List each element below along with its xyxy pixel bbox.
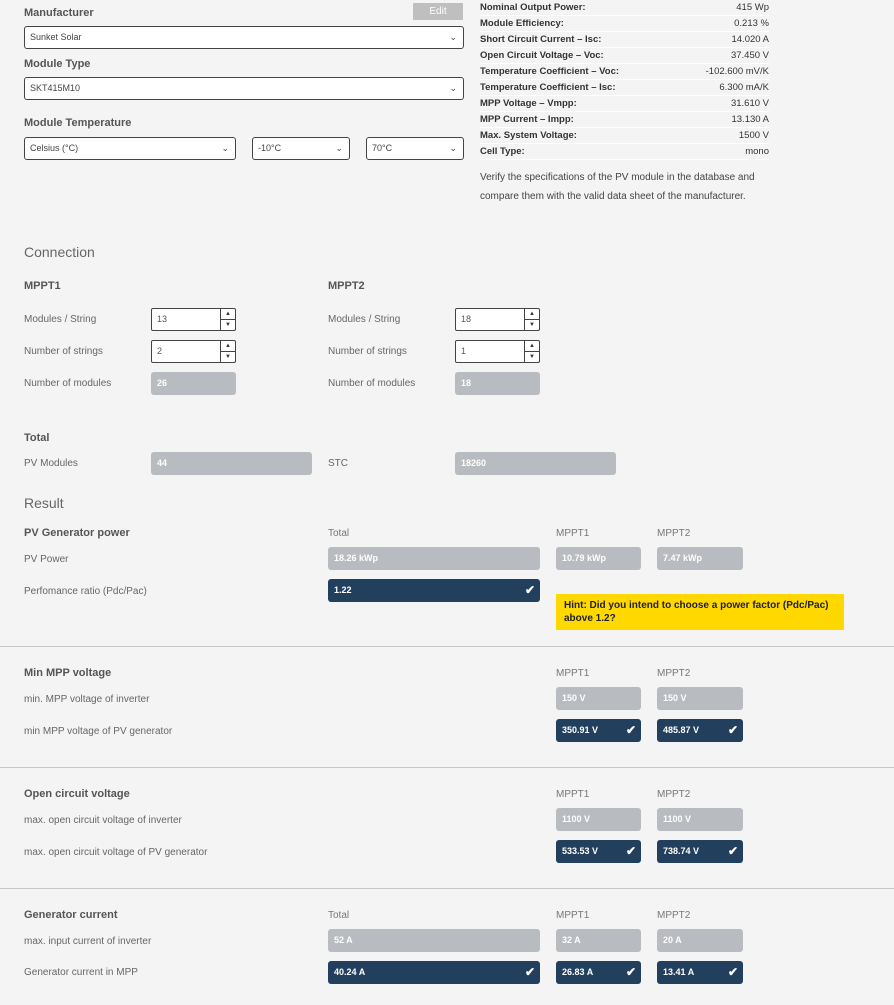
ocv-generator-label: max. open circuit voltage of PV generator — [24, 847, 208, 858]
performance-ratio-value — [328, 579, 540, 602]
temperature-min-value: -10°C — [258, 143, 282, 153]
module-type-select[interactable] — [24, 77, 464, 100]
col-mppt2: MPPT2 — [657, 668, 691, 679]
pv-power-mppt2: 7.47 kWp — [657, 547, 743, 570]
value-text: 738.74 V — [663, 846, 700, 856]
pv-modules-total: 44 — [151, 452, 312, 475]
chevron-down-icon: ⌄ — [335, 143, 343, 153]
spec-key: Module Efficiency: — [480, 18, 564, 29]
connection-title: Connection — [24, 244, 95, 260]
value-text: 533.53 V — [562, 846, 599, 856]
ocv-generator-mppt1 — [556, 840, 641, 863]
divider — [0, 767, 894, 768]
value-text: 40.24 A — [334, 967, 366, 977]
performance-ratio-label: Perfomance ratio (Pdc/Pac) — [24, 586, 147, 597]
mppt1-strings-label: Number of strings — [24, 346, 103, 357]
mppt2-module-count: 18 — [455, 372, 540, 395]
ocv-title: Open circuit voltage — [24, 788, 130, 800]
spec-row — [480, 96, 769, 112]
check-icon: ✔ — [625, 965, 636, 979]
module-type-value: SKT415M10 — [30, 83, 81, 93]
chevron-down-icon: ⌄ — [449, 83, 457, 93]
current-inverter-label: max. input current of inverter — [24, 936, 152, 947]
spec-row — [480, 32, 769, 48]
spec-key: Cell Type: — [480, 146, 525, 157]
value-text: 13.41 A — [663, 967, 695, 977]
spec-row — [480, 112, 769, 128]
pv-power-total: 18.26 kWp — [328, 547, 540, 570]
manufacturer-label: Manufacturer — [24, 7, 94, 19]
stepper-up-icon[interactable]: ▲ — [525, 341, 539, 352]
mppt1-title: MPPT1 — [24, 280, 61, 292]
pv-power-mppt1: 10.79 kWp — [556, 547, 641, 570]
mppt2-strings-label: Number of strings — [328, 346, 407, 357]
value-text: 26.83 A — [562, 967, 594, 977]
pv-power-label: PV Power — [24, 554, 69, 565]
mppt1-strings-value: 2 — [157, 346, 163, 356]
temperature-min-select[interactable] — [252, 137, 350, 160]
spec-value: 0.213 % — [734, 18, 769, 29]
hint-box: Hint: Did you intend to choose a power factor (Pdc/Pac) above 1.2? — [556, 594, 844, 630]
module-temperature-label: Module Temperature — [24, 117, 132, 129]
temperature-max-select[interactable] — [366, 137, 464, 160]
manufacturer-value: Sunket Solar — [30, 32, 82, 42]
current-inverter-mppt2: 20 A — [657, 929, 743, 952]
divider — [0, 888, 894, 889]
col-mppt1: MPPT1 — [556, 789, 590, 800]
spec-row — [480, 48, 769, 64]
chevron-down-icon: ⌄ — [449, 32, 457, 42]
col-total: Total — [328, 528, 350, 539]
value-text: 485.87 V — [663, 725, 700, 735]
current-inverter-total: 52 A — [328, 929, 540, 952]
verify-note: Verify the specifications of the PV module in the database and compare them with the valid data sheet of the manufacturer. — [480, 172, 755, 202]
min-mpp-inverter-label: min. MPP voltage of inverter — [24, 694, 150, 705]
ocv-inverter-label: max. open circuit voltage of inverter — [24, 815, 182, 826]
stepper-arrows[interactable] — [524, 341, 539, 362]
spec-value: 13.130 A — [731, 114, 769, 125]
spec-key: Short Circuit Current – Isc: — [480, 34, 602, 45]
stepper-up-icon[interactable]: ▲ — [221, 341, 235, 352]
edit-button[interactable]: Edit — [413, 3, 463, 20]
col-mppt2: MPPT2 — [657, 528, 691, 539]
col-mppt2: MPPT2 — [657, 789, 691, 800]
ocv-inverter-mppt2: 1100 V — [657, 808, 743, 831]
check-icon: ✔ — [727, 723, 738, 737]
min-mpp-generator-label: min MPP voltage of PV generator — [24, 726, 173, 737]
mppt2-strings-value: 1 — [461, 346, 467, 356]
value-text: 350.91 V — [562, 725, 599, 735]
ocv-inverter-mppt1: 1100 V — [556, 808, 641, 831]
current-generator-mppt1 — [556, 961, 641, 984]
result-title: Result — [24, 495, 64, 511]
spec-value: 14.020 A — [731, 34, 769, 45]
stepper-down-icon[interactable]: ▼ — [225, 321, 231, 328]
col-mppt1: MPPT1 — [556, 528, 590, 539]
check-icon: ✔ — [727, 844, 738, 858]
current-inverter-mppt1: 32 A — [556, 929, 641, 952]
spec-row — [480, 128, 769, 144]
col-mppt1: MPPT1 — [556, 668, 590, 679]
stepper-up-icon[interactable]: ▲ — [525, 309, 539, 320]
spec-key: Nominal Output Power: — [480, 2, 586, 13]
mppt2-modules-label: Modules / String — [328, 314, 401, 325]
spec-row — [480, 80, 769, 96]
stepper-up-icon[interactable]: ▲ — [221, 309, 235, 320]
temperature-unit-select[interactable] — [24, 137, 236, 160]
spec-row — [480, 64, 769, 80]
spec-value: mono — [745, 146, 769, 157]
mppt2-modules-value: 18 — [461, 314, 472, 324]
spec-value: -102.600 mV/K — [705, 66, 769, 77]
spec-row — [480, 0, 769, 16]
spec-key: MPP Current – Impp: — [480, 114, 574, 125]
check-icon: ✔ — [524, 965, 535, 979]
mppt1-modules-per-string-input[interactable] — [151, 308, 236, 331]
divider — [0, 646, 894, 647]
check-icon: ✔ — [625, 844, 636, 858]
mppt1-strings-input[interactable] — [151, 340, 236, 363]
stepper-arrows[interactable] — [220, 309, 235, 330]
stepper-arrows[interactable] — [220, 341, 235, 362]
col-mppt1: MPPT1 — [556, 910, 590, 921]
spec-row — [480, 144, 769, 160]
module-type-label: Module Type — [24, 58, 91, 70]
mppt2-strings-input[interactable] — [455, 340, 540, 363]
mppt1-modules-value: 13 — [157, 314, 168, 324]
col-mppt2: MPPT2 — [657, 910, 691, 921]
stepper-down-icon[interactable]: ▼ — [529, 321, 535, 328]
spec-value: 6.300 mA/K — [719, 82, 769, 93]
total-title: Total — [24, 432, 50, 444]
min-mpp-title: Min MPP voltage — [24, 667, 112, 679]
mppt2-count-label: Number of modules — [328, 378, 416, 389]
mppt1-modules-label: Modules / String — [24, 314, 97, 325]
stepper-down-icon[interactable]: ▼ — [529, 353, 535, 360]
temperature-max-value: 70°C — [372, 143, 393, 153]
spec-value: 415 Wp — [736, 2, 769, 13]
min-mpp-generator-mppt1 — [556, 719, 641, 742]
stc-value: 18260 — [455, 452, 616, 475]
stepper-arrows[interactable] — [524, 309, 539, 330]
spec-key: MPP Voltage – Vmpp: — [480, 98, 577, 109]
min-mpp-inverter-mppt2: 150 V — [657, 687, 743, 710]
spec-key: Open Circuit Voltage – Voc: — [480, 50, 604, 61]
spec-row — [480, 16, 769, 32]
check-icon: ✔ — [524, 583, 535, 597]
check-icon: ✔ — [727, 965, 738, 979]
mppt1-count-label: Number of modules — [24, 378, 112, 389]
min-mpp-inverter-mppt1: 150 V — [556, 687, 641, 710]
generator-current-title: Generator current — [24, 909, 118, 921]
mppt2-modules-per-string-input[interactable] — [455, 308, 540, 331]
min-mpp-generator-mppt2 — [657, 719, 743, 742]
col-total: Total — [328, 910, 350, 921]
chevron-down-icon: ⌄ — [449, 143, 457, 153]
current-generator-mppt2 — [657, 961, 743, 984]
spec-value: 31.610 V — [730, 98, 769, 109]
spec-key: Temperature Coefficient – Voc: — [480, 66, 620, 77]
pv-generator-power-title: PV Generator power — [24, 527, 130, 539]
performance-ratio-text: 1.22 — [334, 585, 352, 595]
spec-key: Temperature Coefficient – Isc: — [480, 82, 616, 93]
stepper-down-icon[interactable]: ▼ — [225, 353, 231, 360]
current-generator-total — [328, 961, 540, 984]
spec-key: Max. System Voltage: — [480, 130, 577, 141]
spec-value: 37.450 V — [730, 50, 769, 61]
mppt1-module-count: 26 — [151, 372, 236, 395]
mppt2-title: MPPT2 — [328, 280, 365, 292]
stc-label: STC — [328, 458, 348, 469]
current-generator-label: Generator current in MPP — [24, 967, 138, 978]
manufacturer-select[interactable] — [24, 26, 464, 49]
ocv-generator-mppt2 — [657, 840, 743, 863]
check-icon: ✔ — [625, 723, 636, 737]
chevron-down-icon: ⌄ — [221, 143, 229, 153]
pv-modules-label: PV Modules — [24, 458, 78, 469]
temperature-unit-value: Celsius (°C) — [30, 143, 79, 153]
spec-value: 1500 V — [738, 130, 769, 141]
